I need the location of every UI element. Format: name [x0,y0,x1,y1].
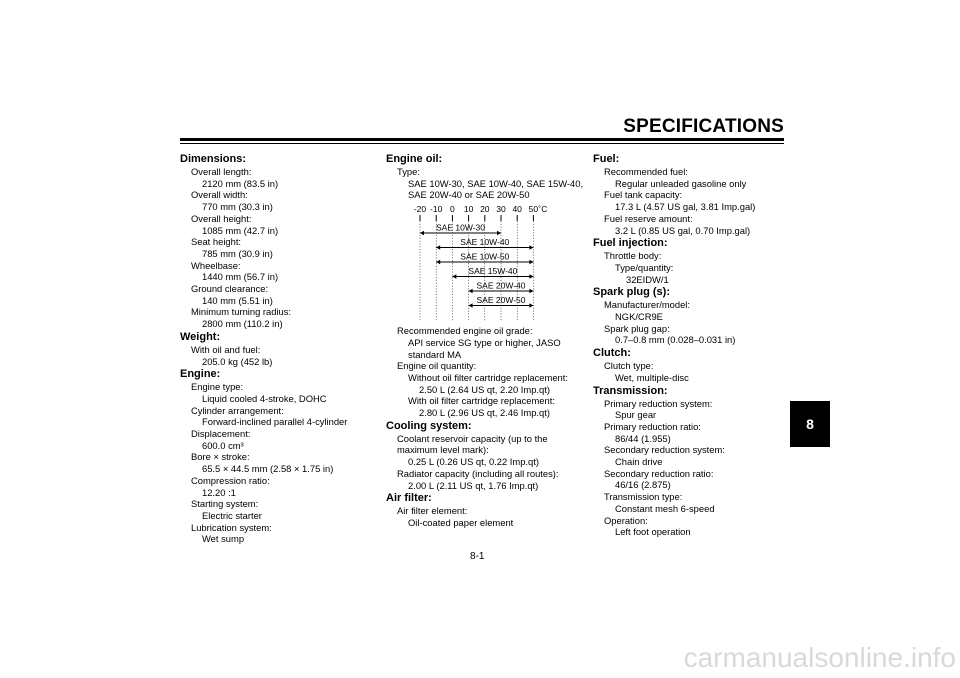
ground-clearance-label: Ground clearance: [191,283,269,295]
overall-width-value: 770 mm (30.3 in) [202,201,273,213]
chart-arrow-left [420,231,424,235]
recommended-fuel-value: Regular unleaded gasoline only [615,177,747,189]
chart-unit-label: ˚C [538,204,548,215]
section-fuel-title: Fuel: [593,153,620,165]
coolant-reservoir-label-2: maximum level mark): [397,444,489,456]
oil-quantity-label: Engine oil quantity: [397,360,477,372]
recommended-fuel-label: Recommended fuel: [604,166,688,177]
chart-tick-label: 20 [480,204,490,215]
chart-arrow-left [452,274,456,278]
oil-viscosity-chart [408,203,558,321]
section-dimensions-title: Dimensions: [180,153,247,165]
chart-arrow-right [529,303,533,307]
overall-width-label: Overall width: [191,189,248,201]
spark-manufacturer-label: Manufacturer/model: [604,299,690,311]
wheelbase-label: Wheelbase: [191,259,241,271]
operation-value: Left foot operation [615,526,691,538]
displacement-value: 600.0 cm³ [202,439,244,451]
overall-length-label: Overall length: [191,166,252,177]
chart-tick-label: -20 [413,204,427,215]
chart-bar-label: SAE 10W-40 [460,237,510,248]
type-quantity-label: Type/quantity: [615,261,674,273]
spark-gap-label: Spark plug gap: [604,322,670,334]
column-middle [386,152,586,529]
weight-label: With oil and fuel: [191,343,261,355]
lubrication-label: Lubrication system: [191,521,272,533]
overall-height-label: Overall height: [191,212,252,224]
overall-length-value: 2120 mm (83.5 in) [202,177,279,189]
primary-ratio-value: 86/44 (1.955) [615,432,671,444]
section-spark-plug-title: Spark plug (s): [593,286,671,299]
operation-label: Operation: [604,514,648,526]
chart-arrow-right [529,245,533,249]
starting-label: Starting system: [191,498,259,510]
secondary-ratio-label: Secondary reduction ratio: [604,467,714,479]
chart-bar-label: SAE 20W-40 [476,280,526,291]
chart-arrow-right [529,289,533,293]
oil-with-filter-value: 2.80 L (2.96 US qt, 2.46 Imp.qt) [419,407,550,419]
chart-arrow-left [436,260,440,264]
chart-arrow-right [529,260,533,264]
turning-radius-label: Minimum turning radius: [191,306,292,318]
section-engine-oil-title: Engine oil: [386,153,443,165]
oil-type-value-2: SAE 20W-40 or SAE 20W-50 [408,189,530,201]
oil-type-label: Type: [397,166,420,177]
section-engine-title: Engine: [180,368,221,381]
chart-tick-label: -10 [430,204,443,215]
watermark: carmanualsonline.info [683,642,956,673]
engine-type-value: Liquid cooled 4-stroke, DOHC [202,392,327,404]
throttle-body-label: Throttle body: [604,250,662,262]
air-filter-label: Air filter element: [397,505,468,517]
oil-without-filter-value: 2.50 L (2.64 US qt, 2.20 Imp.qt) [419,383,550,395]
primary-ratio-label: Primary reduction ratio: [604,420,701,432]
displacement-label: Displacement: [191,428,251,440]
air-filter-value: Oil-coated paper element [408,516,514,528]
section-cooling-title: Cooling system: [386,419,472,432]
fuel-tank-label: Fuel tank capacity: [604,189,683,201]
type-quantity-value: 32EIDW/1 [626,273,669,285]
coolant-reservoir-value: 0.25 L (0.26 US qt, 0.22 Imp.qt) [408,456,539,468]
secondary-system-value: Chain drive [615,456,663,468]
chapter-tab: 8 [790,401,830,447]
oil-without-filter-label: Without oil filter cartridge replacement: [408,371,568,383]
column-right [593,152,783,538]
clutch-type-label: Clutch type: [604,360,654,372]
cylinder-label: Cylinder arrangement: [191,404,284,416]
oil-grade-value-2: standard MA [408,348,462,360]
header-rule-thin [180,143,784,144]
oil-type-value-1: SAE 10W-30, SAE 10W-40, SAE 15W-40, [408,177,584,189]
column-left [180,152,370,545]
radiator-capacity-value: 2.00 L (2.11 US qt, 1.76 Imp.qt) [408,479,539,491]
ground-clearance-value: 140 mm (5.51 in) [202,294,273,306]
clutch-type-value: Wet, multiple-disc [615,371,689,383]
chart-arrow-left [469,289,473,293]
header-rule-thick [180,138,784,141]
chart-bar-label: SAE 20W-50 [476,295,526,306]
bore-stroke-value: 65.5 × 44.5 mm (2.58 × 1.75 in) [202,463,334,475]
page-number: 8-1 [470,551,485,562]
weight-value: 205.0 kg (452 lb) [202,355,273,367]
section-clutch-title: Clutch: [593,347,631,360]
secondary-ratio-value: 46/16 (2.875) [615,479,671,491]
wheelbase-value: 1440 mm (56.7 in) [202,271,279,283]
oil-grade-value-1: API service SG type or higher, JASO [408,336,561,348]
primary-system-label: Primary reduction system: [604,397,713,409]
chart-arrow-left [469,303,473,307]
turning-radius-value: 2800 mm (110.2 in) [202,318,283,330]
spark-manufacturer-value: NGK/CR9E [615,311,663,323]
transmission-type-label: Transmission type: [604,491,683,503]
oil-with-filter-label: With oil filter cartridge replacement: [408,395,555,407]
section-transmission-title: Transmission: [593,384,668,397]
coolant-reservoir-label-1: Coolant reservoir capacity (up to the [397,432,548,444]
secondary-system-label: Secondary reduction system: [604,444,725,456]
seat-height-value: 785 mm (30.9 in) [202,247,273,259]
transmission-type-value: Constant mesh 6-speed [615,502,715,514]
section-air-filter-title: Air filter: [386,492,432,505]
section-fuel-injection-title: Fuel injection: [593,237,668,250]
overall-height-value: 1085 mm (42.7 in) [202,224,279,236]
bore-stroke-label: Bore × stroke: [191,451,250,463]
chart-arrow-right [529,274,533,278]
chart-arrow-right [497,231,501,235]
page-title: SPECIFICATIONS [623,116,784,137]
spark-gap-value: 0.7–0.8 mm (0.028–0.031 in) [615,334,736,346]
fuel-reserve-value: 3.2 L (0.85 US gal, 0.70 Imp.gal) [615,224,751,236]
compression-value: 12.20 :1 [202,486,236,498]
primary-system-value: Spur gear [615,409,657,421]
cylinder-value: Forward-inclined parallel 4-cylinder [202,416,348,428]
engine-type-label: Engine type: [191,381,244,393]
chart-bar-label: SAE 15W-40 [468,266,518,277]
chart-tick-label: 10 [463,204,474,215]
oil-grade-label: Recommended engine oil grade: [397,325,533,337]
section-weight-title: Weight: [180,330,221,343]
chart-tick-label: 30 [496,204,506,215]
starting-value: Electric starter [202,509,262,521]
chart-bar-label: SAE 10W-30 [436,222,485,233]
chart-tick-label: 50 [528,204,539,215]
lubrication-value: Wet sump [202,533,245,545]
seat-height-label: Seat height: [191,236,242,248]
fuel-reserve-label: Fuel reserve amount: [604,212,693,224]
fuel-tank-value: 17.3 L (4.57 US gal, 3.81 Imp.gal) [615,201,756,213]
chart-tick-label: 0 [450,204,455,215]
chart-bar-label: SAE 10W-50 [460,251,510,262]
chart-tick-label: 40 [512,204,522,215]
compression-label: Compression ratio: [191,474,270,486]
radiator-capacity-label: Radiator capacity (including all routes): [397,467,559,479]
chart-arrow-left [436,245,440,249]
